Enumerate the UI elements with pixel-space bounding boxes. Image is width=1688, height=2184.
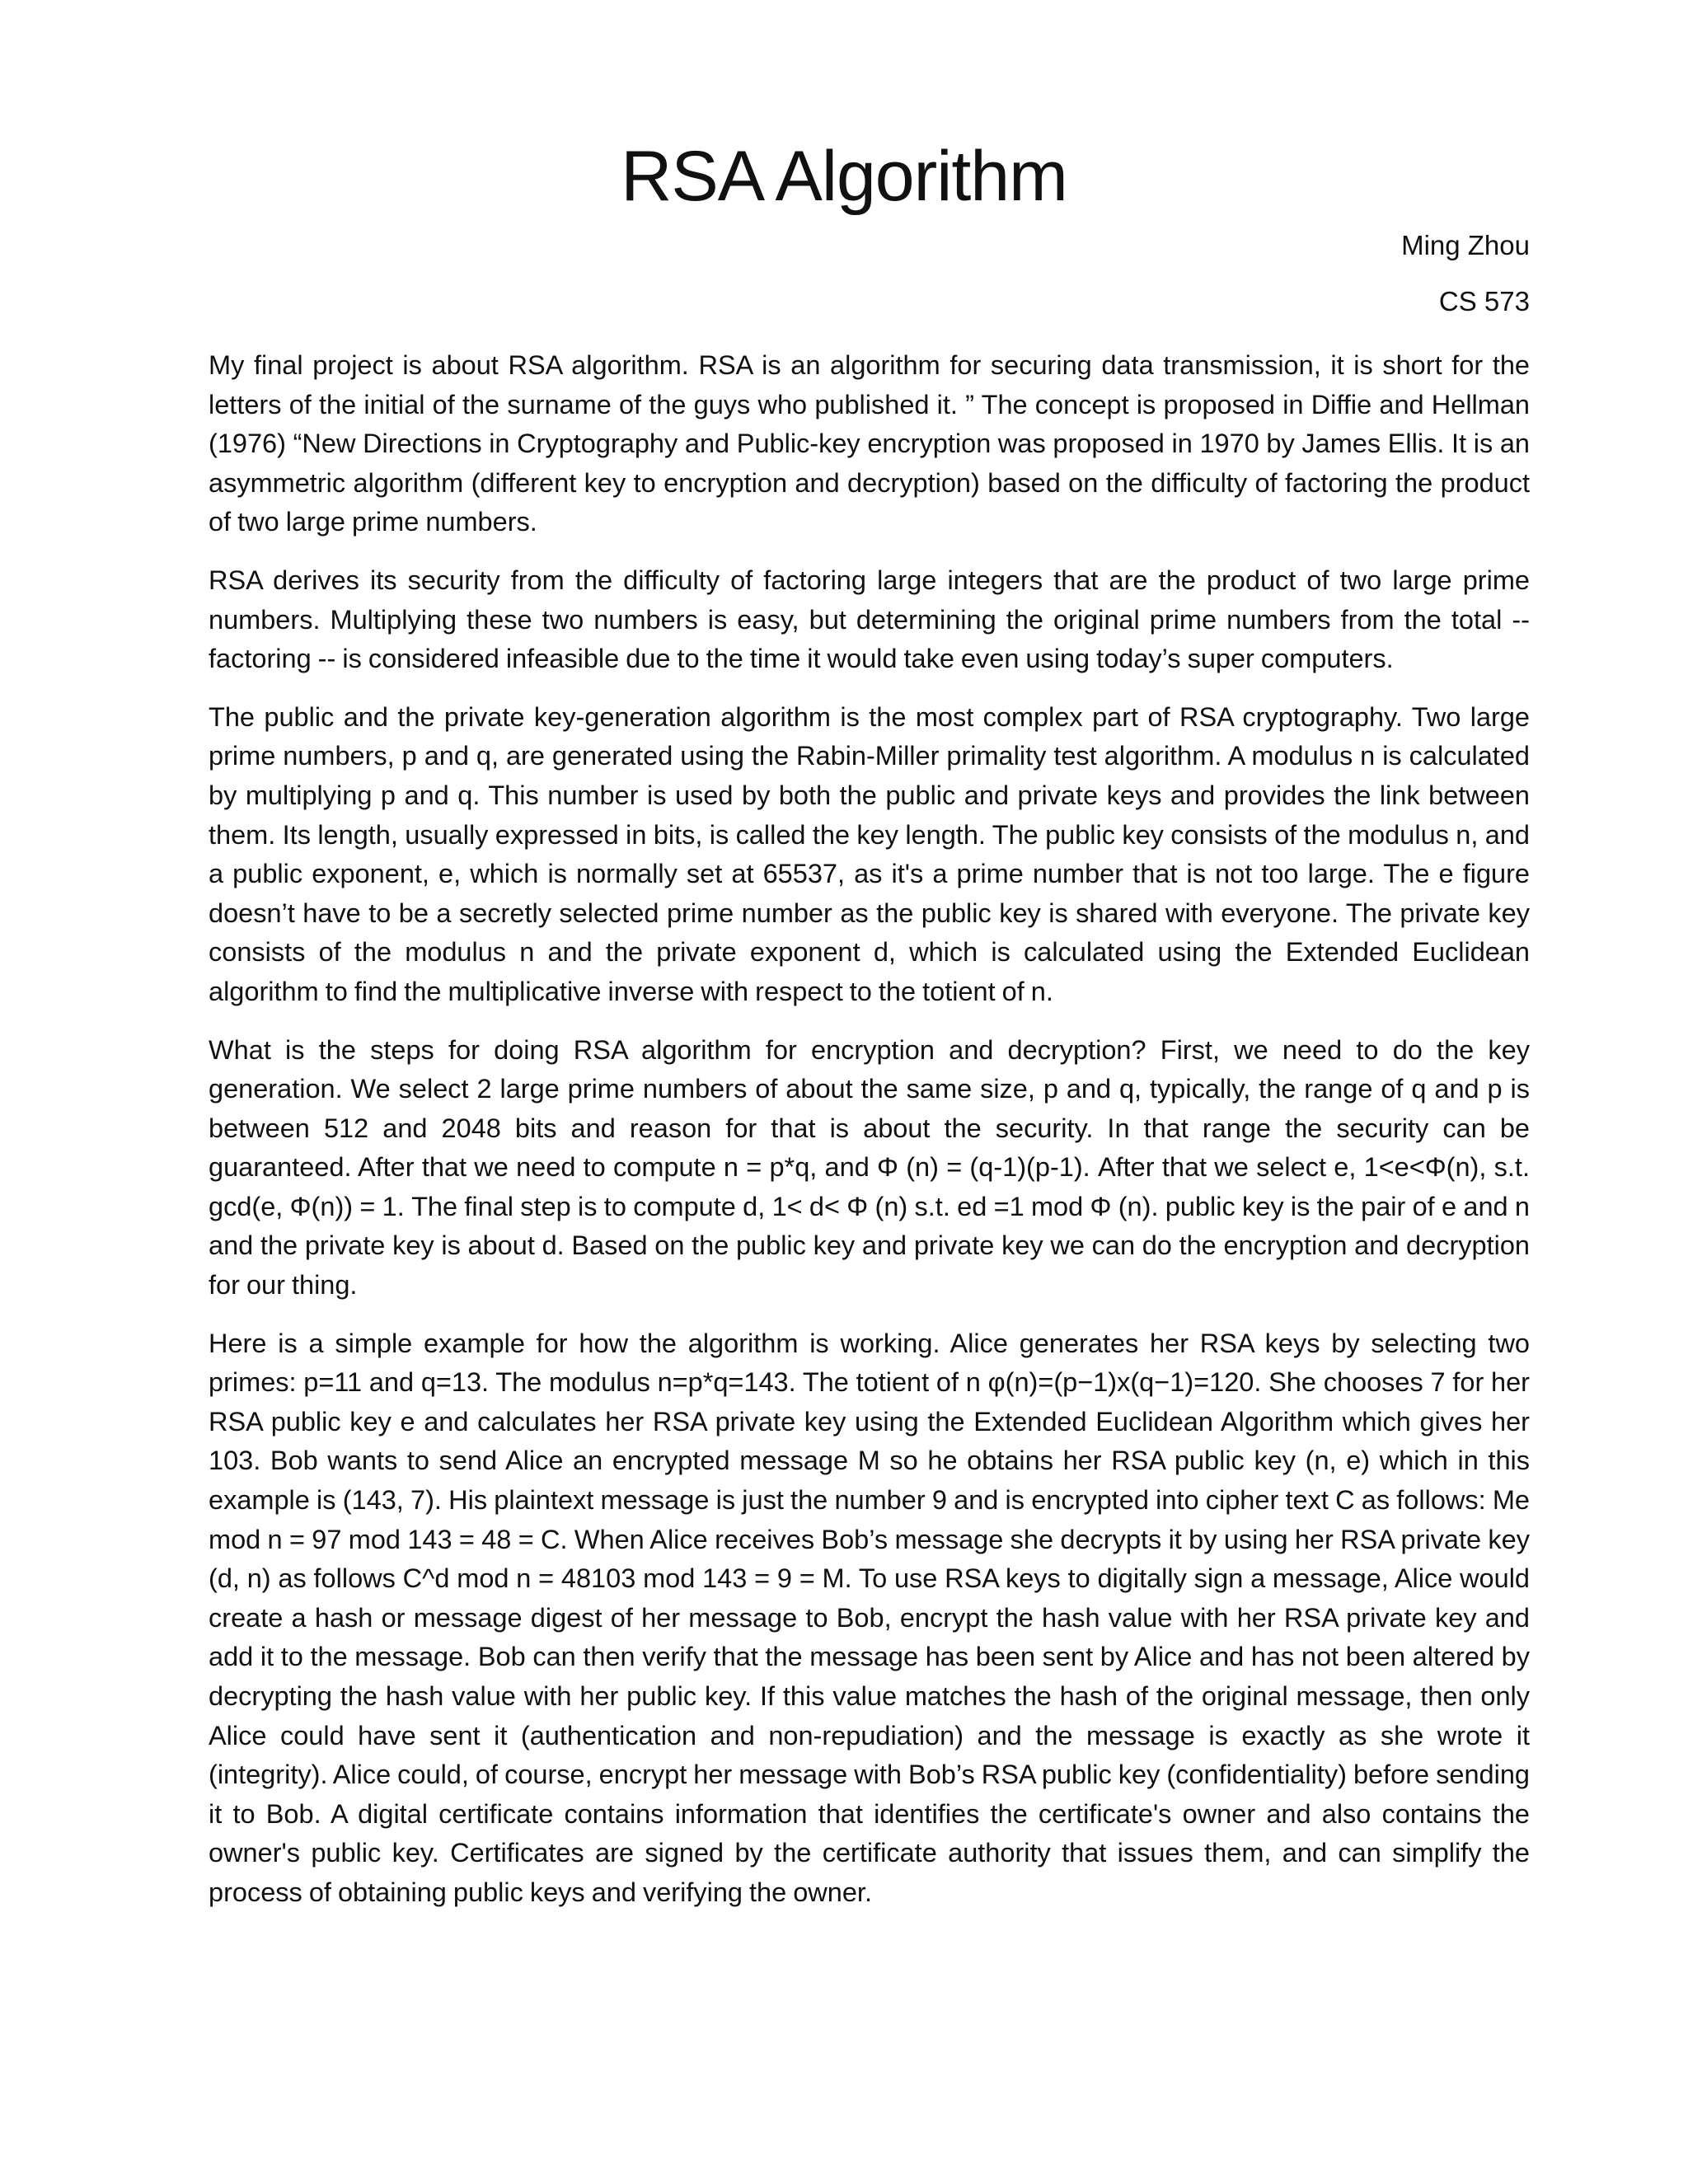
document-title: RSA Algorithm: [621, 137, 1067, 216]
author-name: Ming Zhou: [1401, 230, 1530, 260]
course-code: CS 573: [1438, 286, 1530, 316]
document-body: [209, 346, 1530, 1932]
paragraph-example: Here is a simple example for how the algorithm is working. Alice generates her RSA keys by selecting two primes: p=11 and q=13. The modulus n=p*q=143. The totient of n φ(n)=(p−1)x(q−1)=120. She chooses 7 for her RSA public key e and calculates her RSA private key using the Extended Euclidean Algorithm which gives her 103. Bob wants to send Alice an encrypted message M so he obtains her RSA public key (n, e) which in this example is (143, 7). His plaintext message is just the number 9 and is encrypted into cipher text C as follows: Me mod n = 97 mod 143 = 48 = C. When Alice receives Bob’s message she decrypts it by using her RSA private key (d, n) as follows C^d mod n = 48103 mod 143 = 9 = M. To use RSA keys to digitally sign a message, Alice would create a hash or message digest of her message to Bob, encrypt the hash value with her RSA private key and add it to the message. Bob can then verify that the message has been sent by Alice and has not been altered by decrypting the hash value with her public key. If this value matches the hash of the original message, then only Alice could have sent it (authentication and non-repudiation) and the message is exactly as she wrote it (integrity). Alice could, of course, encrypt her message with Bob’s RSA public key (confidentiality) before sending it to Bob. A digital certificate contains information that identifies the certificate's owner and also contains the owner's public key. Certificates are signed by the certificate authority that issues them, and can simplify the process of obtaining public keys and verifying the owner.: [209, 1328, 1530, 1907]
paragraph-steps: What is the steps for doing RSA algorithm for encryption and decryption? First, we need to do the key generation. We select 2 large prime numbers of about the same size, p and q, typically, the range of q and p is between 512 and 2048 bits and reason for that is about the security. In that range the security can be guaranteed. After that we need to compute n = p*q, and Φ (n) = (q-1)(p-1). After that we select e, 1<e<Φ(n), s.t. gcd(e, Φ(n)) = 1. The final step is to compute d, 1< d< Φ (n) s.t. ed =1 mod Φ (n). public key is the pair of e and n and the private key is about d. Based on the public key and private key we can do the encryption and decryption for our thing.: [209, 1034, 1530, 1301]
paragraph-security: RSA derives its security from the difficulty of factoring large integers that are the product of two large prime numbers. Multiplying these two numbers is easy, but determining the original prime numbers from the total -- factoring -- is considered infeasible due to the time it would take even using today’s super computers.: [209, 565, 1530, 674]
paragraph-introduction: My final project is about RSA algorithm. RSA is an algorithm for securing data transmission, it is short for the letters of the initial of the surname of the guys who published it. ” The concept is proposed in Diffie and Hellman (1976) “New Directions in Cryptography and Public-key encryption was proposed in 1970 by James Ellis. It is an asymmetric algorithm (different key to encryption and decryption) based on the difficulty of factoring the product of two large prime numbers.: [209, 350, 1530, 537]
paragraph-key-generation: The public and the private key-generation algorithm is the most complex part of RSA cryptography. Two large prime numbers, p and q, are generated using the Rabin-Miller primality test algorithm. A modulus n is calculated by multiplying p and q. This number is used by both the public and private keys and provides the link between them. Its length, usually expressed in bits, is called the key length. The public key consists of the modulus n, and a public exponent, e, which is normally set at 65537, as it's a prime number that is not too large. The e figure doesn’t have to be a secretly selected prime number as the public key is shared with everyone. The private key consists of the modulus n and the private exponent d, which is calculated using the Extended Euclidean algorithm to find the multiplicative inverse with respect to the totient of n.: [209, 701, 1530, 1006]
